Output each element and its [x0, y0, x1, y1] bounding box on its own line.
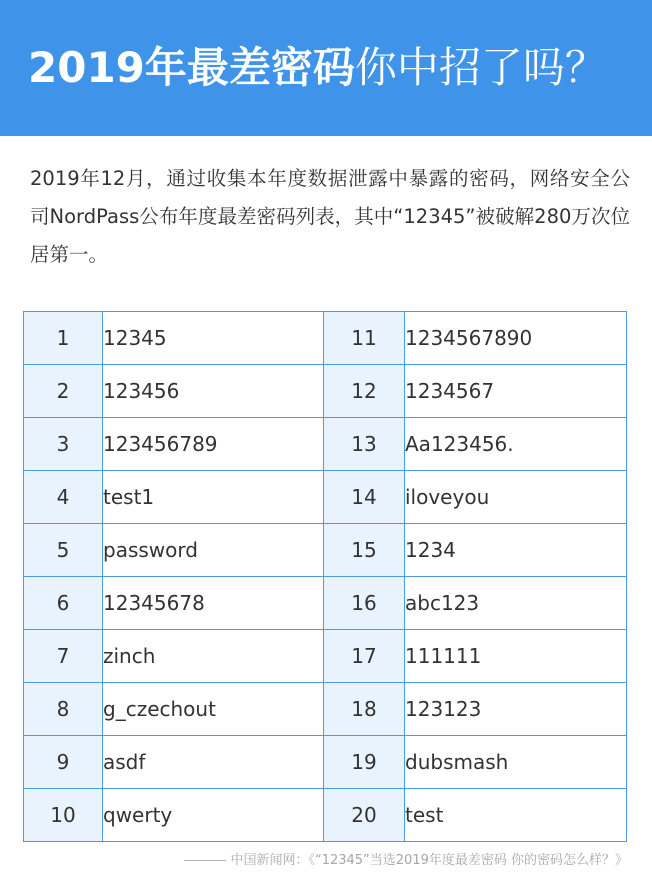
- source-divider: [184, 860, 226, 861]
- table-row: [24, 524, 627, 577]
- password-cell: Aa123456.: [405, 418, 627, 471]
- rank-cell: 16: [324, 577, 405, 630]
- password-cell: 111111: [405, 630, 627, 683]
- password-cell: g_czechout: [103, 683, 324, 736]
- table-row: [24, 418, 627, 471]
- rank-cell: 20: [324, 789, 405, 842]
- password-cell: 123456789: [103, 418, 324, 471]
- rank-cell: 4: [24, 471, 103, 524]
- rank-cell: 12: [324, 365, 405, 418]
- table-row: [24, 312, 627, 365]
- rank-cell: 3: [24, 418, 103, 471]
- rank-cell: 5: [24, 524, 103, 577]
- rank-cell: 9: [24, 736, 103, 789]
- password-cell: 123123: [405, 683, 627, 736]
- title-light-part: 你中招了吗？: [354, 43, 607, 92]
- rank-cell: 6: [24, 577, 103, 630]
- rank-cell: 17: [324, 630, 405, 683]
- title-bold-part: 2019年最差密码: [28, 43, 355, 92]
- table-row: [24, 630, 627, 683]
- rank-cell: 14: [324, 471, 405, 524]
- password-cell: abc123: [405, 577, 627, 630]
- rank-cell: 10: [24, 789, 103, 842]
- rank-cell: 1: [24, 312, 103, 365]
- rank-cell: 8: [24, 683, 103, 736]
- password-cell: password: [103, 524, 324, 577]
- password-cell: test1: [103, 471, 324, 524]
- rank-cell: 2: [24, 365, 103, 418]
- password-cell: 1234567890: [405, 312, 627, 365]
- password-cell: test: [405, 789, 627, 842]
- password-cell: 12345678: [103, 577, 324, 630]
- password-cell: asdf: [103, 736, 324, 789]
- password-cell: dubsmash: [405, 736, 627, 789]
- page-title: [28, 36, 607, 100]
- password-cell: zinch: [103, 630, 324, 683]
- password-cell: qwerty: [103, 789, 324, 842]
- password-table-body: [24, 312, 627, 842]
- table-row: [24, 683, 627, 736]
- rank-cell: 19: [324, 736, 405, 789]
- source-citation: [184, 852, 628, 870]
- password-table: [23, 311, 627, 842]
- source-text: 中国新闻网：《“12345”当选2019年度最差密码 你的密码怎么样？》: [230, 853, 628, 868]
- password-cell: 123456: [103, 365, 324, 418]
- rank-cell: 15: [324, 524, 405, 577]
- password-cell: 12345: [103, 312, 324, 365]
- table-row: [24, 789, 627, 842]
- password-cell: 1234567: [405, 365, 627, 418]
- rank-cell: 11: [324, 312, 405, 365]
- rank-cell: 7: [24, 630, 103, 683]
- table-row: [24, 577, 627, 630]
- rank-cell: 18: [324, 683, 405, 736]
- intro-paragraph: 2019年12月，通过收集本年度数据泄露中暴露的密码，网络安全公司NordPass公布年度最差密码列表，其中“12345”被破解280万次位居第一。: [30, 167, 630, 266]
- table-row: [24, 365, 627, 418]
- password-cell: iloveyou: [405, 471, 627, 524]
- header-banner: [0, 0, 652, 136]
- table-row: [24, 471, 627, 524]
- password-cell: 1234: [405, 524, 627, 577]
- rank-cell: 13: [324, 418, 405, 471]
- table-row: [24, 736, 627, 789]
